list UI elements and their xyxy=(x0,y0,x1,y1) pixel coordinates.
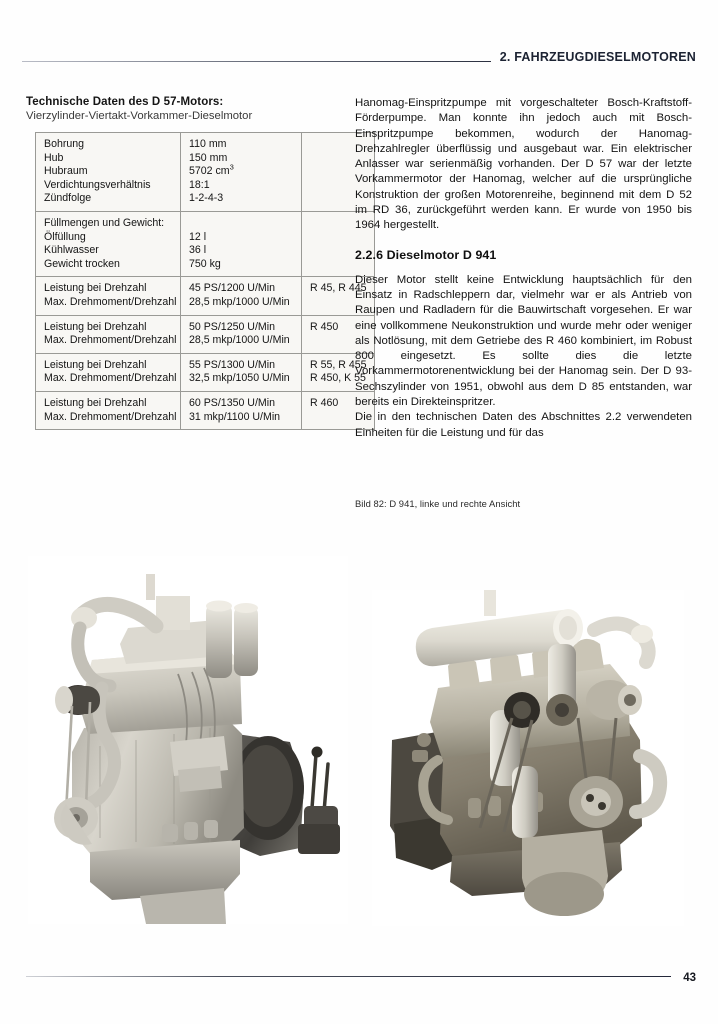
footer-rule xyxy=(26,976,671,977)
model-code: R 460 xyxy=(310,396,339,409)
table-cell-labels xyxy=(36,315,181,353)
model-code: R 450 xyxy=(310,320,339,333)
spec-table xyxy=(35,132,375,430)
spec-value: 31 mkp/1100 U/Min xyxy=(189,410,281,423)
engine-photo-right-view xyxy=(372,590,684,926)
right-column xyxy=(355,96,692,454)
spec-value: 28,5 mkp/1000 U/Min xyxy=(189,334,290,347)
spec-value: 110 mm xyxy=(189,138,227,150)
running-head-rule xyxy=(22,61,491,62)
spec-label: Max. Drehmoment/Drehzahl xyxy=(44,410,177,423)
spec-value: 50 PS/1250 U/Min xyxy=(189,320,275,333)
spec-value: 5702 $cm^3$ xyxy=(189,162,234,178)
table-cell-labels xyxy=(36,133,181,212)
spec-label: Leistung bei Drehzahl xyxy=(44,282,147,295)
spec-label: Bohrung xyxy=(44,138,85,150)
table-cell-values xyxy=(181,133,302,212)
spec-value: 150 mm xyxy=(189,151,228,164)
spec-label: Leistung bei Drehzahl xyxy=(44,396,147,409)
left-column xyxy=(24,96,367,430)
spec-label: Max. Drehmoment/Drehzahl xyxy=(44,295,177,308)
body-paragraph-1: Hanomag-Einspritzpumpe mit vorgeschalteter Bosch-Kraftstoff-Förderpumpe. Man konnte ihn jedoch auch mit Bosch-Einspritzpumpe bekommen, wodurch der Hanomag-Drehzahlregler überflüssig und ausgebaut war. Ein elektrischer Anlasser war serienmäßig vorhanden. Der D 57 war der letzte Vorkammermotor der Hanomag, welcher auf die ursprüngliche Konstruktion der großen Motorenreihe, beginnend mit dem D 52 im RD 36, zurückgeführt werden kann. Er wurde von 1950 bis 1964 hergestellt. xyxy=(355,97,692,232)
page-number: 43 xyxy=(683,972,696,984)
spec-value: 55 PS/1300 U/Min xyxy=(189,358,275,371)
spec-value: 32,5 mkp/1050 U/Min xyxy=(189,372,290,385)
spec-label: Leistung bei Drehzahl xyxy=(44,358,147,371)
table-row xyxy=(36,133,375,212)
spec-value-spacer xyxy=(189,217,297,231)
engine-photo-left-view xyxy=(28,556,348,924)
table-cell-values xyxy=(181,391,302,429)
spec-label: Ölfüllung xyxy=(44,230,86,243)
table-cell-values xyxy=(181,211,302,276)
running-head xyxy=(22,50,696,64)
spec-value: 45 PS/1200 U/Min xyxy=(189,282,275,295)
spec-table-title: Technische Daten des D 57-Motors: xyxy=(26,96,224,108)
spec-label: Verdichtungsverhältnis xyxy=(44,178,151,191)
spec-value: 28,5 mkp/1000 U/Min xyxy=(189,295,290,308)
model-code: R 450, K 55 xyxy=(310,372,366,385)
spec-label: Leistung bei Drehzahl xyxy=(44,320,147,333)
spec-label: Füllmengen und Gewicht: xyxy=(44,216,165,229)
page-footer xyxy=(26,972,696,984)
spec-label: Gewicht trocken xyxy=(44,257,120,270)
table-cell-labels xyxy=(36,211,181,276)
table-row xyxy=(36,211,375,276)
spec-label: Hubraum xyxy=(44,165,88,178)
spec-value: 12 l xyxy=(189,230,207,243)
spec-table-subtitle: Vierzylinder-Viertakt-Vorkammer-Dieselmotor xyxy=(26,110,253,122)
figure-caption: Bild 82: D 941, linke und rechte Ansicht xyxy=(355,498,521,509)
table-row xyxy=(36,391,375,429)
spec-label: Max. Drehmoment/Drehzahl xyxy=(44,334,177,347)
spec-value: 1-2-4-3 xyxy=(189,192,224,205)
model-code: R 55, R 455 xyxy=(310,358,367,371)
table-cell-values xyxy=(181,277,302,315)
table-cell-labels xyxy=(36,277,181,315)
spec-label: Kühlwasser xyxy=(44,244,99,257)
spec-label: Zündfolge xyxy=(44,192,92,205)
table-row xyxy=(36,315,375,353)
model-code: R 45, R 445 xyxy=(310,282,367,295)
table-cell-labels xyxy=(36,391,181,429)
table-row xyxy=(36,277,375,315)
running-head-title: 2. FAHRZEUGDIESELMOTOREN xyxy=(499,50,696,64)
table-row xyxy=(36,353,375,391)
spec-value: 36 l xyxy=(189,244,207,257)
spec-label: Max. Drehmoment/Drehzahl xyxy=(44,372,177,385)
table-cell-values xyxy=(181,353,302,391)
spec-label: Hub xyxy=(44,151,64,164)
spec-value: 750 kg xyxy=(189,257,221,270)
spec-value: 60 PS/1350 U/Min xyxy=(189,396,275,409)
spec-value: 18:1 xyxy=(189,178,210,191)
table-cell-labels xyxy=(36,353,181,391)
section-heading: 2.2.6 Dieselmotor D 941 xyxy=(355,247,497,262)
body-paragraph-3: Die in den technischen Daten des Abschnittes 2.2 verwendeten Einheiten für die Leistung und für das xyxy=(355,411,692,439)
body-paragraph-2: Dieser Motor stellt keine Entwicklung hauptsächlich für den Einsatz in Radschleppern dar, vielmehr war er als Antrieb von Raupen und Radladern für die Bauwirtschaft vorgesehen. Er war eine vollkommene Neukonstruktion und wurde mehr oder weniger als Notlösung, mit dem Getriebe des R 460 kombiniert, im Robust 800 eingesetzt. Es sollte dies die letzte Vorkammermotorenentwicklung bei der Hanomag sein. Der D 93-Sechszylinder von 1951, obwohl aus dem D 85 entstanden, war bereits ein Direkteinspritzer. xyxy=(355,273,692,409)
table-cell-values xyxy=(181,315,302,353)
